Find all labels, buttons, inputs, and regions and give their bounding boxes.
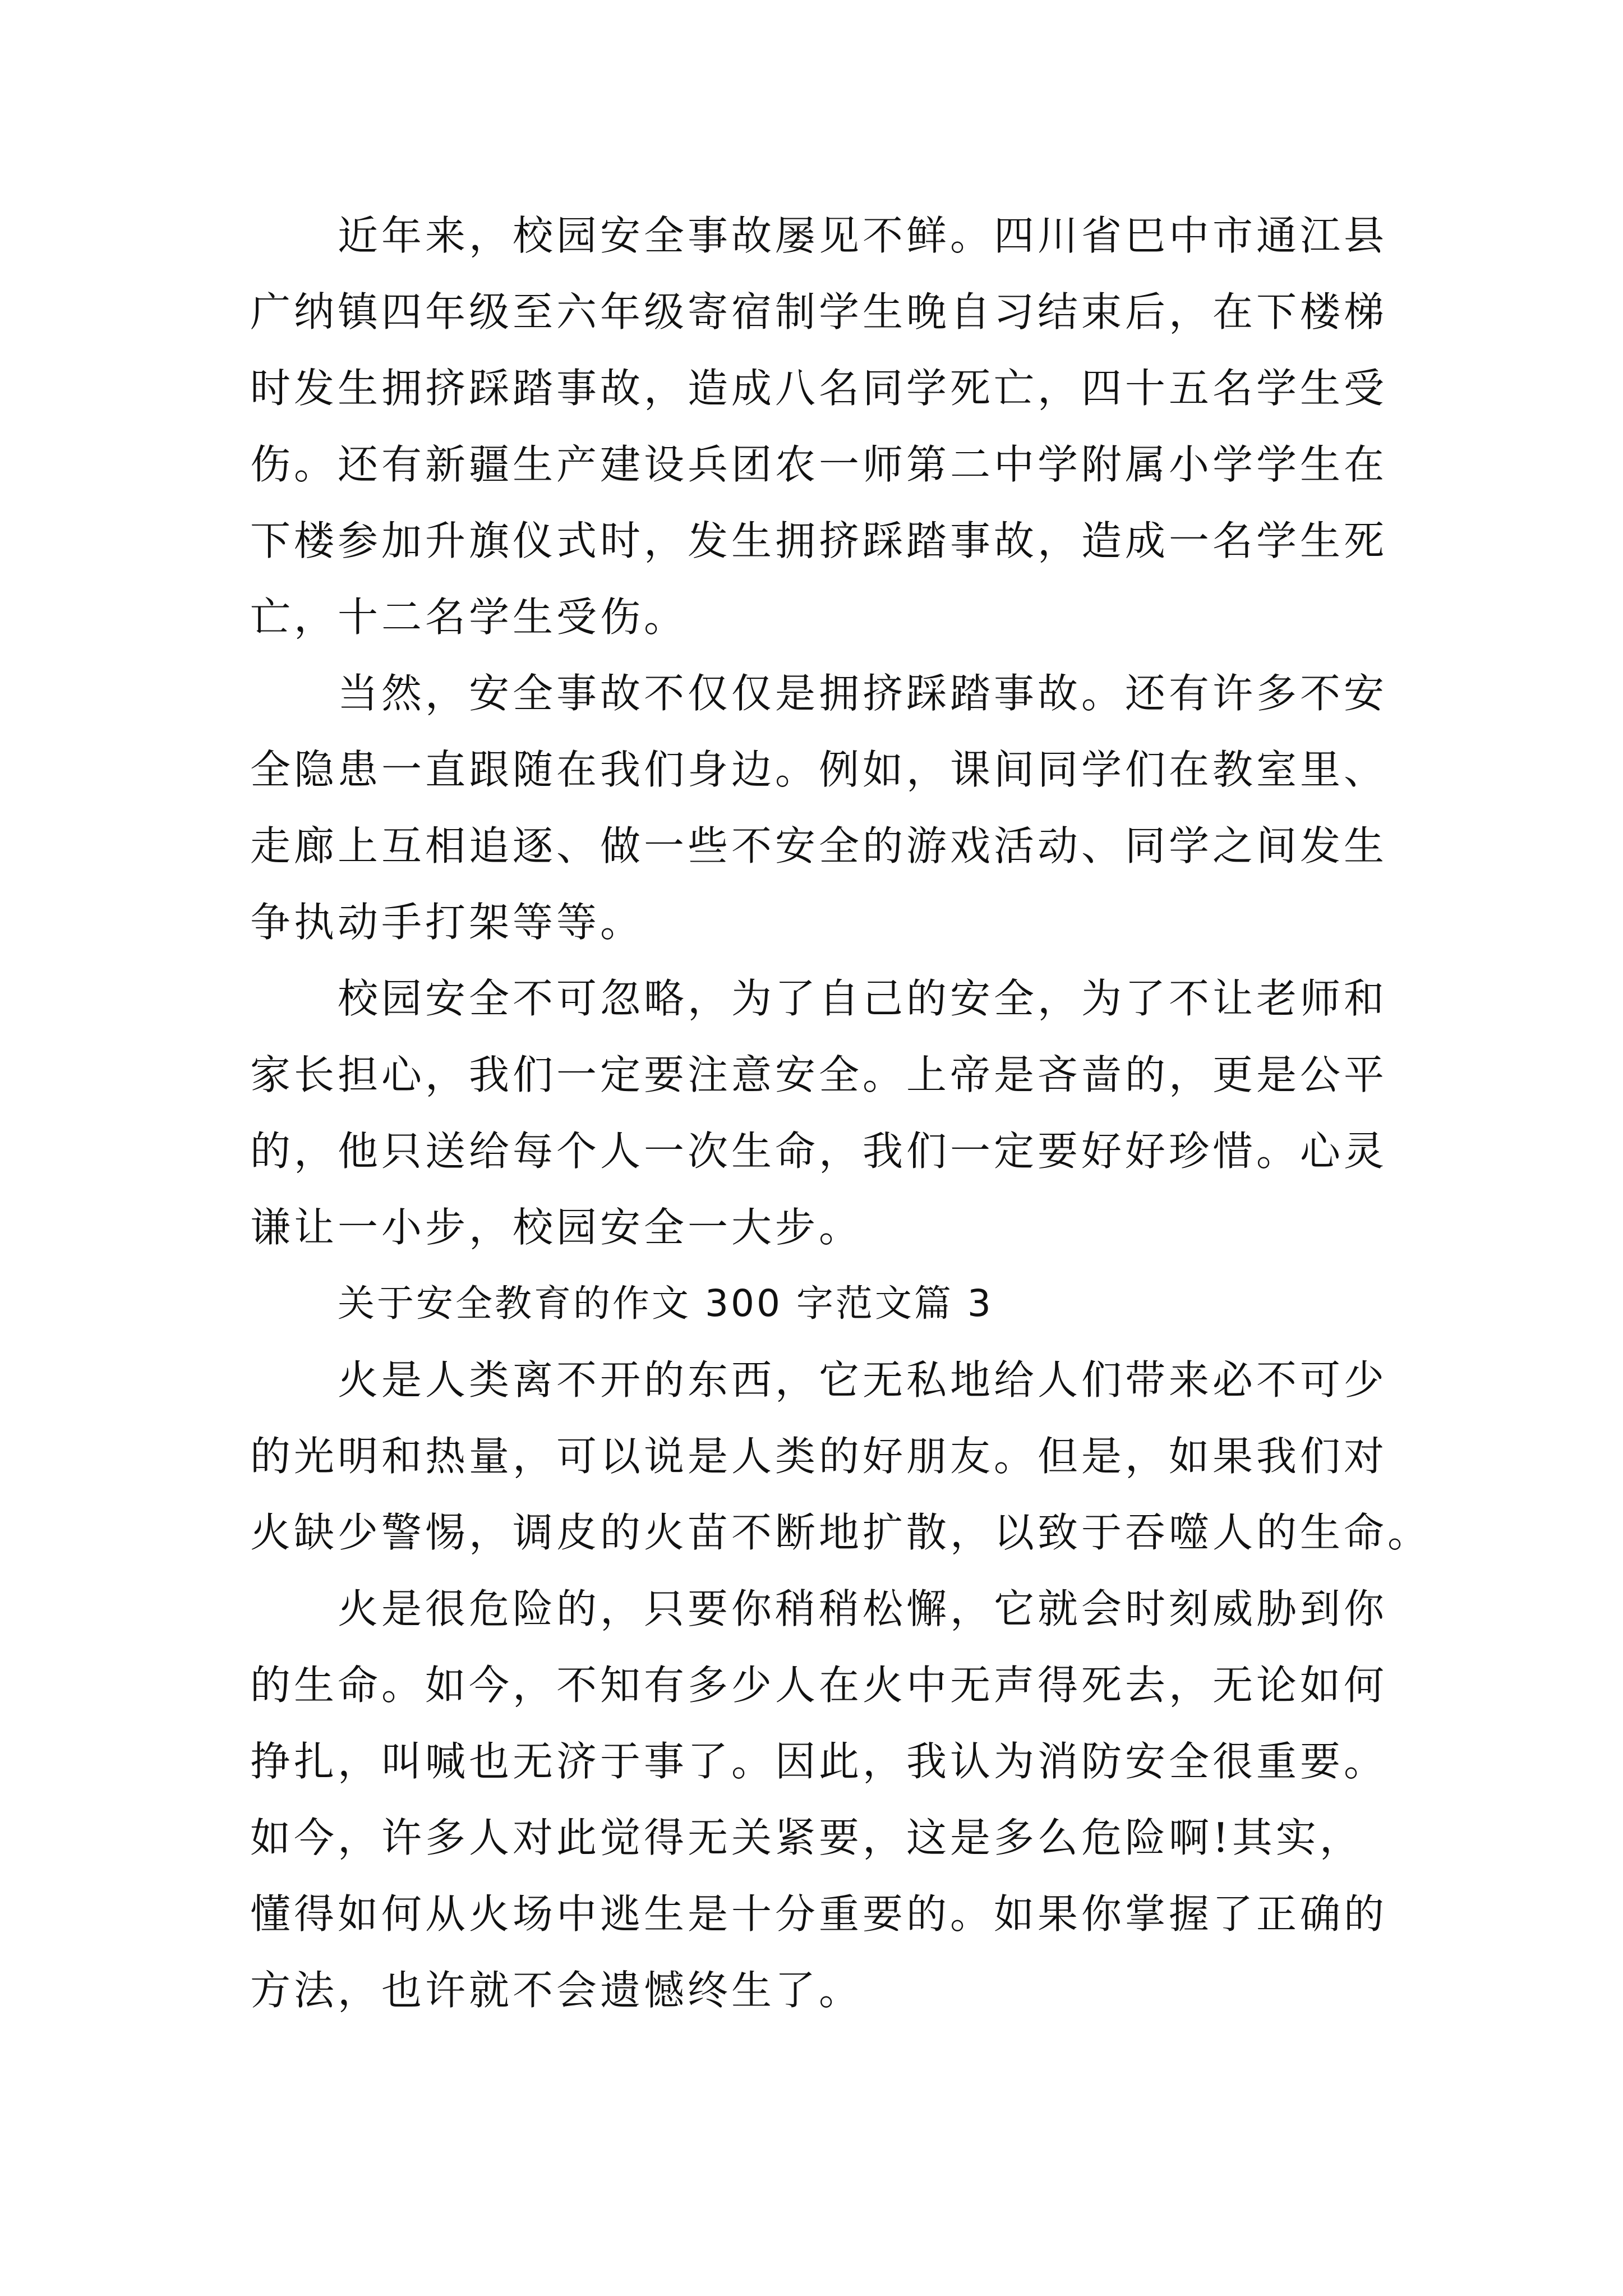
text-line: 校园安全不可忽略，为了自己的安全，为了不让老师和 <box>338 975 1388 1022</box>
text-line: 的生命。如今，不知有多少人在火中无声得死去，无论如何 <box>250 1662 1388 1709</box>
text-line: 的光明和热量，可以说是人类的好朋友。但是，如果我们对 <box>250 1433 1388 1480</box>
text-line: 谦让一小步，校园安全一大步。 <box>250 1204 863 1251</box>
text-line: 近年来，校园安全事故屡见不鲜。四川省巴中市通江县 <box>338 212 1388 259</box>
text-line: 全隐患一直跟随在我们身边。例如，课间同学们在教室里、 <box>250 746 1388 793</box>
section-heading: 关于安全教育的作文 300 字范文篇 3 <box>338 1282 993 1325</box>
text-line: 亡，十二名学生受伤。 <box>250 593 688 641</box>
text-line: 争执动手打架等等。 <box>250 899 644 946</box>
text-line: 当然，安全事故不仅仅是拥挤踩踏事故。还有许多不安 <box>338 670 1388 717</box>
text-line: 下楼参加升旗仪式时，发生拥挤踩踏事故，造成一名学生死 <box>250 517 1388 564</box>
text-line: 走廊上互相追逐、做一些不安全的游戏活动、同学之间发生 <box>250 822 1388 869</box>
text-line: 火是很危险的，只要你稍稍松懈，它就会时刻威胁到你 <box>338 1585 1388 1632</box>
text-line: 方法，也许就不会遗憾终生了。 <box>250 1967 863 2014</box>
text-line: 家长担心，我们一定要注意安全。上帝是吝啬的，更是公平 <box>250 1051 1388 1098</box>
text-line: 伤。还有新疆生产建设兵团农一师第二中学附属小学学生在 <box>250 441 1388 488</box>
text-line: 懂得如何从火场中逃生是十分重要的。如果你掌握了正确的 <box>250 1890 1388 1938</box>
text-line: 时发生拥挤踩踏事故，造成八名同学死亡，四十五名学生受 <box>250 365 1388 412</box>
text-line: 如今，许多人对此觉得无关紧要，这是多么危险啊!其实， <box>250 1814 1363 1861</box>
text-line: 火是人类离不开的东西，它无私地给人们带来必不可少 <box>338 1356 1388 1404</box>
text-line: 挣扎，叫喊也无济于事了。因此，我认为消防安全很重要。 <box>250 1738 1388 1785</box>
text-line: 的，他只送给每个人一次生命，我们一定要好好珍惜。心灵 <box>250 1128 1388 1175</box>
text-line: 火缺少警惕，调皮的火苗不断地扩散，以致于吞噬人的生命。 <box>250 1509 1432 1556</box>
document-body <box>250 197 1432 2028</box>
text-line: 广纳镇四年级至六年级寄宿制学生晚自习结束后，在下楼梯 <box>250 288 1388 335</box>
